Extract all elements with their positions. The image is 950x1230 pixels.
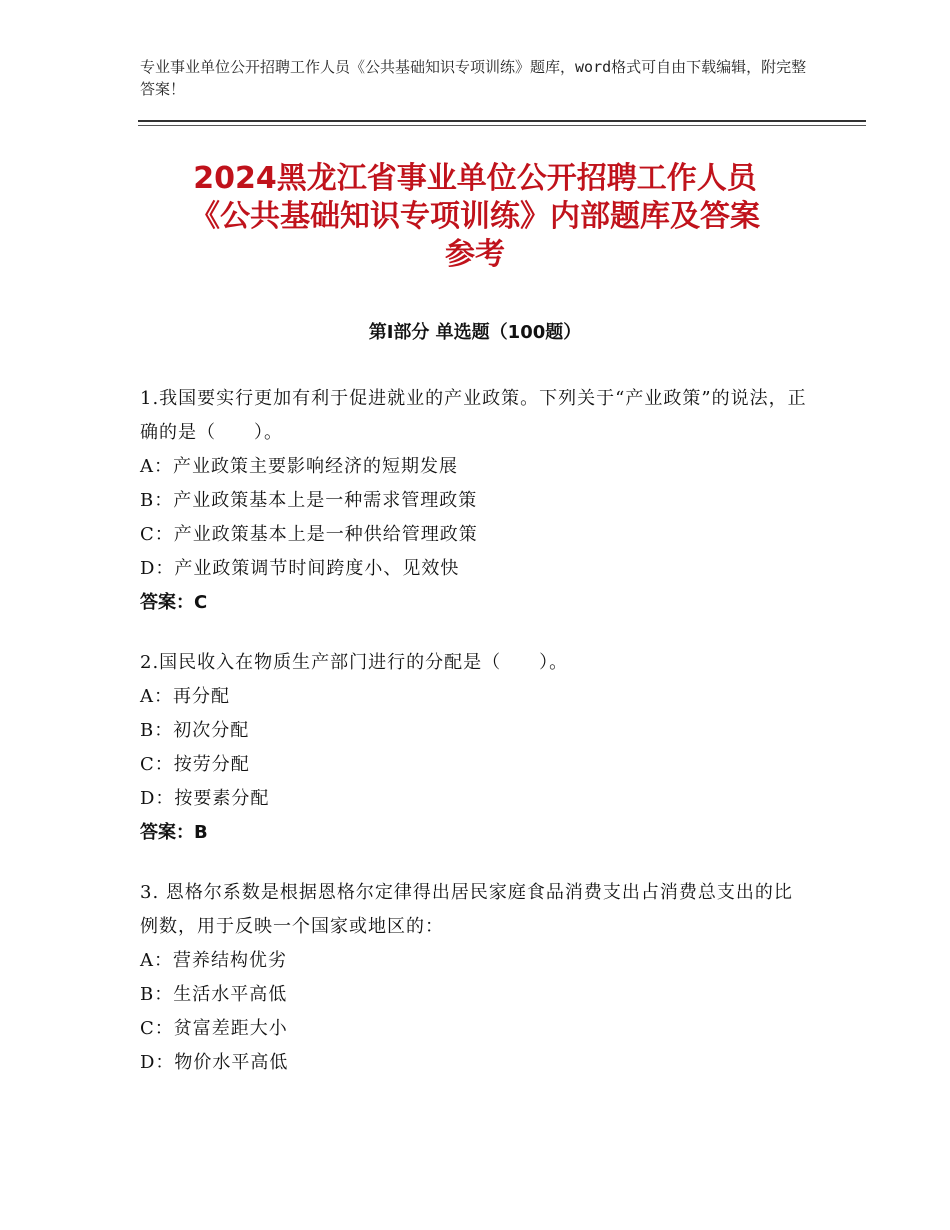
option-a: A：产业政策主要影响经济的短期发展 [140, 456, 458, 477]
question-stem: 1.我国要实行更加有利于促进就业的产业政策。下列关于“产业政策”的说法，正确的是（ ）。 [140, 388, 807, 443]
option-b: B：产业政策基本上是一种需求管理政策 [140, 490, 478, 511]
question-2 [140, 646, 810, 850]
section-title: 第Ⅰ部分 单选题（100题） [368, 322, 582, 343]
option-a: A：营养结构优劣 [140, 950, 287, 971]
option-a: A：再分配 [140, 686, 230, 707]
option-d: D：产业政策调节时间跨度小、见效快 [140, 558, 460, 579]
header-divider-thin [138, 125, 866, 126]
title-line-1: 2024黑龙江省事业单位公开招聘工作人员 [193, 161, 757, 196]
option-c: C：产业政策基本上是一种供给管理政策 [140, 524, 478, 545]
title-line-3: 参考 [445, 237, 505, 272]
question-stem: 2.国民收入在物质生产部门进行的分配是（ ）。 [140, 652, 569, 673]
header-note: 专业事业单位公开招聘工作人员《公共基础知识专项训练》题库，word格式可自由下载编辑，附完整答案！ [140, 58, 807, 98]
option-c: C：按劳分配 [140, 754, 250, 775]
question-list [140, 382, 810, 1106]
answer-line: 答案：C [140, 592, 208, 613]
option-c: C：贫富差距大小 [140, 1018, 288, 1039]
question-1 [140, 382, 810, 620]
header-divider-thick [138, 120, 866, 122]
option-b: B：初次分配 [140, 720, 250, 741]
option-b: B：生活水平高低 [140, 984, 288, 1005]
question-stem: 3. 恩格尔系数是根据恩格尔定律得出居民家庭食品消费支出占消费总支出的比例数，用于反映一个国家或地区的： [140, 882, 793, 937]
question-3 [140, 876, 810, 1080]
title-line-2: 《公共基础知识专项训练》内部题库及答案 [190, 199, 760, 234]
option-d: D：物价水平高低 [140, 1052, 289, 1073]
document-title [140, 160, 810, 274]
option-d: D：按要素分配 [140, 788, 270, 809]
answer-line: 答案：B [140, 822, 208, 843]
